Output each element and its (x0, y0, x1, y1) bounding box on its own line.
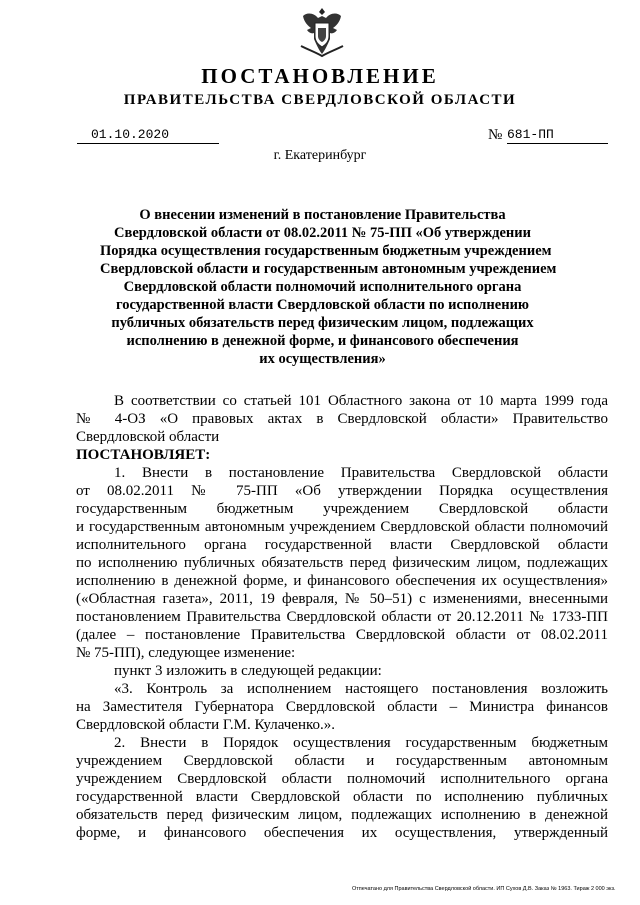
title-line: исполнению в денежной форме, и финансового обеспечения (126, 333, 519, 349)
title-line: их осуществления» (259, 351, 386, 367)
body-line: Свердловской области (76, 429, 220, 445)
title-line: государственной власти Свердловской области по исполнению (115, 297, 530, 313)
title-line: публичных обязательств перед физическим лицом, подлежащих (111, 315, 534, 331)
body-line: 2. Внести в Порядок осуществления государственным бюджетным (114, 735, 608, 751)
body-line: «3. Контроль за исполнением настоящего постановления возложить (114, 681, 608, 697)
body-line: исполнительного органа государственной власти Свердловской области (76, 537, 608, 553)
body-line: учреждением Свердловской области и государственным автономным (76, 753, 608, 769)
title-line: Порядка осуществления государственным бюджетным учреждением (100, 243, 552, 259)
body-line: обязательств перед физическим лицом, подлежащих исполнению в денежной (76, 807, 608, 823)
government-name: ПРАВИТЕЛЬСТВА СВЕРДЛОВСКОЙ ОБЛАСТИ (123, 92, 517, 108)
body-line: государственной власти Свердловской области по исполнению публичных (76, 789, 608, 805)
body-line: № 4-ОЗ «О правовых актах в Свердловской области» Правительство (76, 411, 608, 427)
body-line: на Заместителя Губернатора Свердловской области – Министра финансов (76, 699, 608, 715)
title-line: Свердловской области полномочий исполнительного органа (123, 279, 522, 295)
city-label: г. Екатеринбург (273, 148, 367, 163)
body-line: форме, и финансового обеспечения их осуществления, утвержденный (76, 825, 608, 841)
body-line: 1. Внести в постановление Правительства Свердловской области (114, 465, 608, 481)
body-line: постановлением Правительства Свердловской области от 20.12.2011 № 1733-ПП (76, 609, 608, 625)
body-line: пункт 3 изложить в следующей редакции: (114, 663, 382, 679)
document-title (100, 206, 557, 368)
body-line: исполнению в денежной форме, и финансового обеспечения их осуществления» (76, 573, 608, 589)
print-footer: Отпечатано для Правительства Свердловской области. ИП Сухов Д.В. Заказ № 1963. Тираж 2 000 экз. (352, 886, 616, 892)
body-line: Свердловской области Г.М. Кулаченко.». (76, 717, 336, 733)
resolves-heading: ПОСТАНОВЛЯЕТ: (76, 447, 211, 463)
body-line: (далее – постановление Правительства Свердловской области от 08.02.2011 (76, 627, 608, 643)
body-line: по исполнению публичных обязательств перед физическим лицом, подлежащих (76, 555, 608, 571)
document-number: 681-ПП (507, 126, 608, 144)
number-sign: № (488, 127, 503, 143)
document-date: 01.10.2020 (77, 126, 219, 144)
title-line: Свердловской области от 08.02.2011 № 75-ПП «Об утверждении (114, 225, 531, 241)
document-type: ПОСТАНОВЛЕНИЕ (201, 64, 439, 88)
body-line: («Областная газета», 2011, 19 февраля, № 50–51) с изменениями, внесенными (76, 591, 608, 607)
body-line: № 75-ПП), следующее изменение: (76, 645, 296, 661)
title-line: Свердловской области и государственным автономным учреждением (100, 261, 557, 277)
body-line: от 08.02.2011 № 75-ПП «Об утверждении Порядка осуществления (76, 483, 608, 499)
title-line: О внесении изменений в постановление Правительства (139, 207, 506, 223)
body-line: государственным бюджетным учреждением Свердловской области (76, 501, 608, 517)
body-line: В соответствии со статьей 101 Областного закона от 10 марта 1999 года (114, 393, 608, 409)
body-line: учреждением Свердловской области полномочий исполнительного органа (76, 771, 608, 787)
body-line: и государственным автономным учреждением Свердловской области полномочий (76, 519, 608, 535)
coat-of-arms-icon (297, 6, 347, 58)
